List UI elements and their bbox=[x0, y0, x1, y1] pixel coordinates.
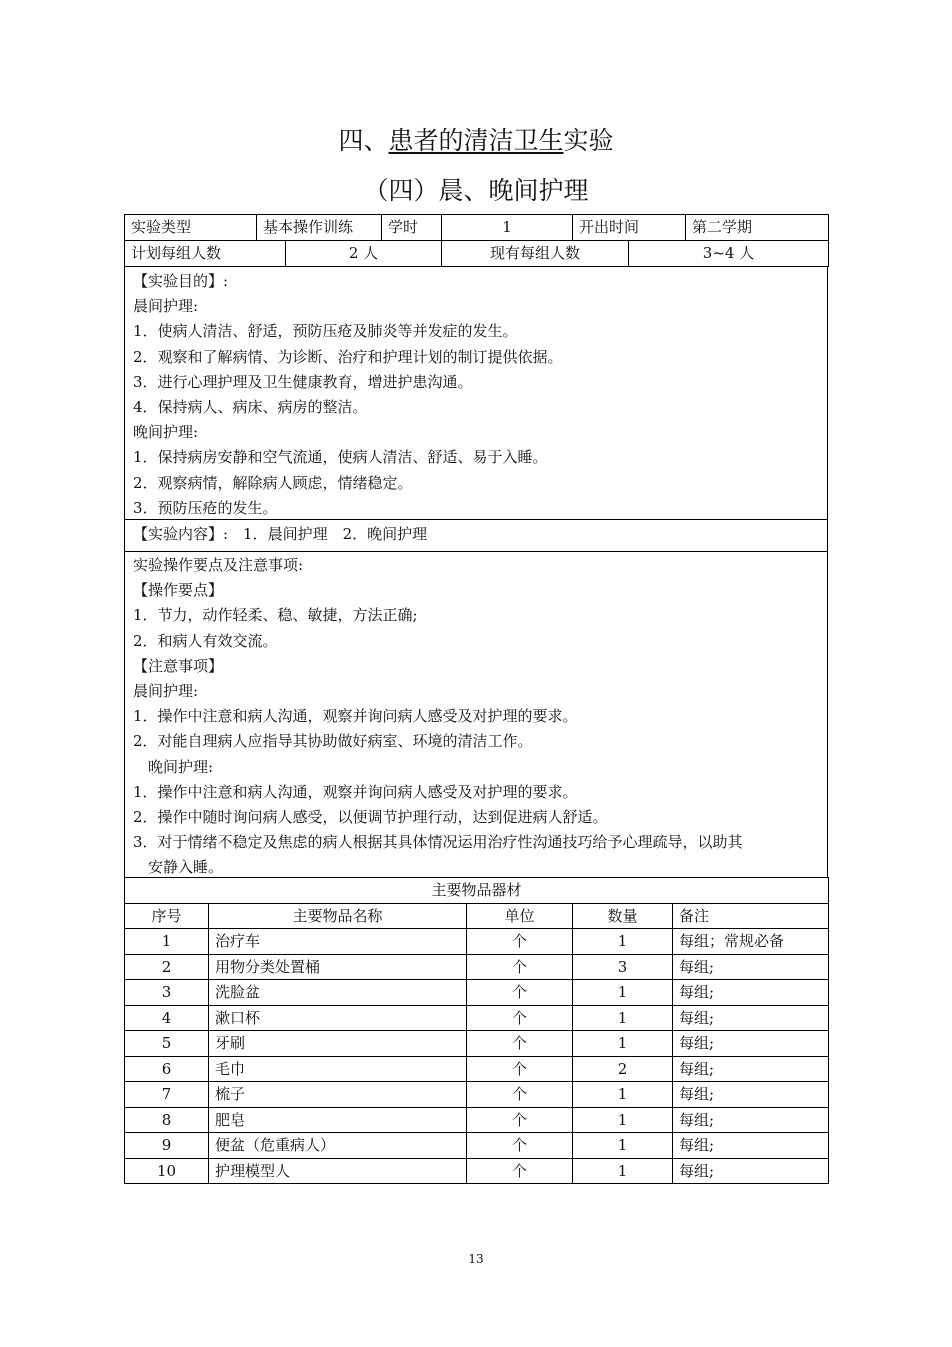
cell-qty: 1 bbox=[573, 1133, 673, 1159]
cell-name: 便盆（危重病人） bbox=[209, 1133, 467, 1159]
type-value: 基本操作训练 bbox=[257, 215, 382, 241]
cell-index: 5 bbox=[125, 1031, 209, 1057]
cell-note: 每组; bbox=[673, 1031, 829, 1057]
purpose-line: 晨间护理: bbox=[133, 297, 199, 316]
table-row bbox=[125, 1031, 829, 1057]
title-suffix: 实验 bbox=[563, 126, 614, 155]
cell-name: 漱口杯 bbox=[209, 1005, 467, 1031]
cell-name: 毛巾 bbox=[209, 1056, 467, 1082]
title-underlined: 患者的清洁卫生 bbox=[388, 126, 564, 155]
cell-index: 10 bbox=[125, 1158, 209, 1184]
notes-line: 【操作要点】 bbox=[133, 581, 224, 600]
cell-name: 治疗车 bbox=[209, 929, 467, 955]
plan-label: 计划每组人数 bbox=[125, 241, 286, 267]
cell-note: 每组; bbox=[673, 1158, 829, 1184]
cell-unit: 个 bbox=[467, 1031, 573, 1057]
cell-qty: 1 bbox=[573, 1158, 673, 1184]
cell-qty: 2 bbox=[573, 1056, 673, 1082]
table-header-row bbox=[125, 903, 829, 929]
current-label: 现有每组人数 bbox=[442, 241, 629, 267]
header-note: 备注 bbox=[673, 903, 829, 929]
header-qty: 数量 bbox=[573, 903, 673, 929]
cell-name: 梳子 bbox=[209, 1082, 467, 1108]
content-section bbox=[124, 520, 828, 552]
cell-qty: 1 bbox=[573, 980, 673, 1006]
cell-note: 每组; bbox=[673, 980, 829, 1006]
purpose-line: 晚间护理: bbox=[133, 423, 199, 442]
cell-index: 6 bbox=[125, 1056, 209, 1082]
cell-unit: 个 bbox=[467, 1158, 573, 1184]
cell-index: 4 bbox=[125, 1005, 209, 1031]
cell-unit: 个 bbox=[467, 954, 573, 980]
notes-section bbox=[124, 552, 828, 878]
notes-line: 1．操作中注意和病人沟通，观察并询问病人感受及对护理的要求。 bbox=[133, 782, 578, 801]
content-line: 【实验内容】: 1．晨间护理 2．晚间护理 bbox=[133, 525, 428, 543]
cell-name: 牙刷 bbox=[209, 1031, 467, 1057]
table-row bbox=[125, 980, 829, 1006]
cell-unit: 个 bbox=[467, 1133, 573, 1159]
purpose-line: 1．使病人清洁、舒适，预防压疮及肺炎等并发症的发生。 bbox=[133, 322, 518, 341]
materials-table bbox=[124, 877, 829, 1184]
info-table-row1 bbox=[124, 214, 829, 241]
notes-line: 实验操作要点及注意事项: bbox=[133, 556, 304, 574]
table-row bbox=[125, 954, 829, 980]
cell-unit: 个 bbox=[467, 1056, 573, 1082]
cell-name: 洗脸盆 bbox=[209, 980, 467, 1006]
cell-unit: 个 bbox=[467, 980, 573, 1006]
cell-index: 1 bbox=[125, 929, 209, 955]
notes-line: 1．节力，动作轻柔、稳、敏捷，方法正确; bbox=[133, 606, 418, 625]
cell-note: 每组; bbox=[673, 1082, 829, 1108]
header-index: 序号 bbox=[125, 903, 209, 929]
cell-name: 用物分类处置桶 bbox=[209, 954, 467, 980]
purpose-line: 【实验目的】: bbox=[133, 272, 229, 290]
type-label: 实验类型 bbox=[125, 215, 257, 241]
info-table-row2 bbox=[124, 240, 829, 267]
page-title bbox=[0, 124, 952, 158]
notes-line: 安静入睡。 bbox=[133, 858, 224, 877]
materials-heading: 主要物品器材 bbox=[125, 878, 829, 904]
purpose-section bbox=[124, 266, 828, 520]
cell-qty: 1 bbox=[573, 1031, 673, 1057]
cell-unit: 个 bbox=[467, 1082, 573, 1108]
plan-value: 2 人 bbox=[286, 241, 442, 267]
cell-note: 每组；常规必备 bbox=[673, 929, 829, 955]
purpose-line: 3．预防压疮的发生。 bbox=[133, 498, 278, 517]
cell-index: 3 bbox=[125, 980, 209, 1006]
start-value: 第二学期 bbox=[686, 215, 829, 241]
current-value: 3~4 人 bbox=[629, 241, 829, 267]
cell-name: 护理模型人 bbox=[209, 1158, 467, 1184]
cell-qty: 1 bbox=[573, 1082, 673, 1108]
table-row bbox=[125, 929, 829, 955]
notes-line: 1．操作中注意和病人沟通，观察并询问病人感受及对护理的要求。 bbox=[133, 707, 578, 726]
purpose-line: 4．保持病人、病床、病房的整洁。 bbox=[133, 398, 368, 417]
notes-line: 2．对能自理病人应指导其协助做好病室、环境的清洁工作。 bbox=[133, 732, 533, 751]
notes-line: 【注意事项】 bbox=[133, 656, 224, 675]
cell-qty: 1 bbox=[573, 1107, 673, 1133]
purpose-line: 3．进行心理护理及卫生健康教育，增进护患沟通。 bbox=[133, 372, 473, 391]
notes-line: 3．对于情绪不稳定及焦虑的病人根据其具体情况运用治疗性沟通技巧给予心理疏导，以助其 bbox=[133, 833, 743, 852]
table-row bbox=[125, 1082, 829, 1108]
cell-index: 9 bbox=[125, 1133, 209, 1159]
notes-line: 2．和病人有效交流。 bbox=[133, 631, 278, 650]
page-subtitle: （四）晨、晚间护理 bbox=[363, 176, 589, 205]
cell-unit: 个 bbox=[467, 1107, 573, 1133]
cell-index: 7 bbox=[125, 1082, 209, 1108]
header-unit: 单位 bbox=[467, 903, 573, 929]
start-label: 开出时间 bbox=[573, 215, 686, 241]
cell-note: 每组; bbox=[673, 1133, 829, 1159]
cell-qty: 1 bbox=[573, 929, 673, 955]
notes-line: 晨间护理: bbox=[133, 682, 199, 701]
cell-qty: 3 bbox=[573, 954, 673, 980]
cell-note: 每组; bbox=[673, 1005, 829, 1031]
purpose-line: 1．保持病房安静和空气流通，使病人清洁、舒适、易于入睡。 bbox=[133, 448, 548, 467]
header-name: 主要物品名称 bbox=[209, 903, 467, 929]
cell-note: 每组; bbox=[673, 1056, 829, 1082]
purpose-line: 2．观察和了解病情、为诊断、治疗和护理计划的制订提供依据。 bbox=[133, 347, 563, 366]
cell-unit: 个 bbox=[467, 1005, 573, 1031]
hours-value: 1 bbox=[442, 215, 573, 241]
cell-note: 每组; bbox=[673, 1107, 829, 1133]
table-row bbox=[125, 1005, 829, 1031]
table-row bbox=[125, 1158, 829, 1184]
page-number: 13 bbox=[468, 1252, 484, 1266]
table-row bbox=[125, 1107, 829, 1133]
purpose-line: 2．观察病情，解除病人顾虑，情绪稳定。 bbox=[133, 473, 413, 492]
notes-line: 2．操作中随时询问病人感受，以便调节护理行动，达到促进病人舒适。 bbox=[133, 808, 608, 827]
notes-line: 晚间护理: bbox=[133, 757, 214, 776]
cell-unit: 个 bbox=[467, 929, 573, 955]
cell-index: 8 bbox=[125, 1107, 209, 1133]
cell-note: 每组; bbox=[673, 954, 829, 980]
hours-label: 学时 bbox=[382, 215, 442, 241]
cell-qty: 1 bbox=[573, 1005, 673, 1031]
table-row bbox=[125, 1056, 829, 1082]
cell-index: 2 bbox=[125, 954, 209, 980]
cell-name: 肥皂 bbox=[209, 1107, 467, 1133]
table-row bbox=[125, 1133, 829, 1159]
title-prefix: 四、 bbox=[338, 126, 389, 155]
